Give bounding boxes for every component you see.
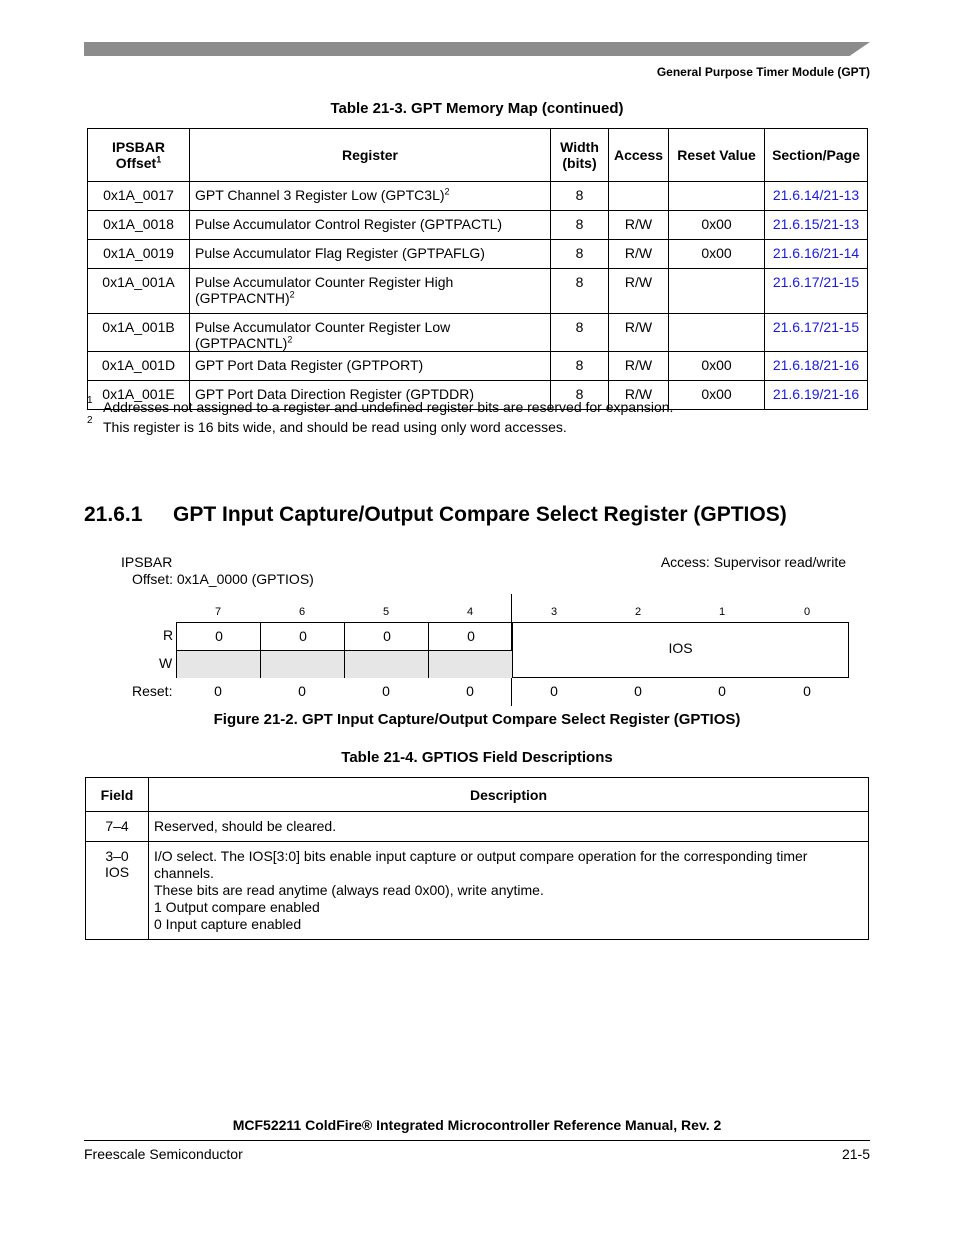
section-cell: [765, 314, 868, 352]
write-cell: [428, 650, 513, 678]
header-bar: [84, 42, 870, 56]
offset-label: Offset: 0x1A_0000 (GPTIOS): [132, 571, 314, 587]
column-header-width: Width (bits): [551, 129, 609, 182]
reset-value: 0: [382, 683, 390, 699]
offset-cell: 0x1A_001E: [88, 381, 190, 410]
width-cell: 8: [551, 182, 609, 211]
register-cell: [190, 240, 551, 269]
bit-number: 7: [214, 606, 222, 618]
width-cell: 8: [551, 240, 609, 269]
section-cell: [765, 352, 868, 381]
field-name: IOS: [104, 864, 130, 880]
table-row: [86, 842, 869, 940]
column-header-register: Register: [190, 129, 551, 182]
offset-cell: 0x1A_0018: [88, 211, 190, 240]
access-cell: [609, 182, 669, 211]
figure-caption: Figure 21-2. GPT Input Capture/Output Compare Select Register (GPTIOS): [213, 711, 741, 728]
section-cell: [765, 240, 868, 269]
description-line: 0 Input capture enabled: [154, 916, 302, 932]
access-cell: R/W: [609, 240, 669, 269]
reset-cell: [669, 314, 765, 352]
bit-number: 0: [803, 606, 811, 618]
access-cell: R/W: [609, 211, 669, 240]
table-caption-fields: Table 21-4. GPTIOS Field Descriptions: [341, 749, 613, 766]
column-header-reset: Reset Value: [669, 129, 765, 182]
ipsbar-label: IPSBAR: [121, 554, 173, 570]
table-row: [88, 269, 868, 314]
section-link[interactable]: 21.6.17/21-15: [772, 319, 860, 335]
reset-cell: 0x00: [669, 240, 765, 269]
register-name: GPT Port Data Register (GPTPORT): [195, 357, 424, 373]
footnote-ref: 2: [289, 289, 295, 300]
offset-cell: 0x1A_001A: [88, 269, 190, 314]
section-link[interactable]: 21.6.19/21-16: [772, 386, 860, 402]
table-row: [88, 240, 868, 269]
bit-number: 1: [718, 606, 726, 618]
offset-cell: 0x1A_0017: [88, 182, 190, 211]
access-cell: R/W: [609, 381, 669, 410]
section-link[interactable]: 21.6.15/21-13: [772, 216, 860, 232]
page-number: 21-5: [841, 1146, 870, 1162]
column-header-field: Field: [86, 778, 149, 812]
description-line: Reserved, should be cleared.: [154, 818, 337, 834]
register-name: Pulse Accumulator Counter Register High: [195, 274, 454, 290]
width-cell: 8: [551, 352, 609, 381]
field-cell: [86, 812, 149, 842]
reset-value: 0: [634, 683, 642, 699]
read-cell: [344, 622, 429, 651]
section-cell: [765, 381, 868, 410]
read-value: 0: [299, 628, 307, 644]
width-cell: 8: [551, 211, 609, 240]
description-line: I/O select. The IOS[3:0] bits enable input capture or output compare operation for the corresponding timer channels.: [154, 848, 808, 881]
reset-value: 0: [298, 683, 306, 699]
offset-cell: 0x1A_001D: [88, 352, 190, 381]
reset-value: 0: [466, 683, 474, 699]
offset-cell: 0x1A_0019: [88, 240, 190, 269]
read-value: 0: [383, 628, 391, 644]
section-heading: [84, 503, 787, 527]
reset-value: 0: [214, 683, 222, 699]
table-row: [88, 211, 868, 240]
reset-cell: 0x00: [669, 381, 765, 410]
column-header-section: Section/Page: [765, 129, 868, 182]
access-cell: R/W: [609, 314, 669, 352]
section-link[interactable]: 21.6.17/21-15: [772, 274, 860, 290]
field-descriptions-table: [85, 777, 869, 940]
field-bits: 7–4: [105, 818, 129, 834]
reset-cell: [669, 269, 765, 314]
r-label: R: [163, 627, 174, 643]
register-cell: [190, 352, 551, 381]
table-header-row: [86, 778, 869, 812]
offset-cell: 0x1A_001B: [88, 314, 190, 352]
bit-number: 4: [466, 606, 474, 618]
footer-company: Freescale Semiconductor: [84, 1146, 243, 1162]
register-cell: [190, 314, 551, 352]
register-cell: [190, 269, 551, 314]
write-cell: [176, 650, 261, 678]
register-name: GPT Channel 3 Register Low (GPTC3L): [195, 187, 445, 203]
column-header-access: Access: [609, 129, 669, 182]
access-cell: R/W: [609, 269, 669, 314]
memory-map-table: [87, 128, 868, 410]
reset-value: 0: [718, 683, 726, 699]
bit-number: 2: [634, 606, 642, 618]
footer-rule: [84, 1140, 870, 1141]
register-name: Pulse Accumulator Counter Register Low (GPTPACNTL): [195, 319, 451, 351]
description-cell: [149, 812, 869, 842]
read-value: 0: [215, 628, 223, 644]
register-cell: [190, 211, 551, 240]
running-header: General Purpose Timer Module (GPT): [656, 65, 870, 79]
section-link[interactable]: 21.6.16/21-14: [772, 245, 860, 261]
read-cell: [176, 622, 261, 651]
reset-label: Reset:: [132, 683, 173, 699]
reset-value: 0: [803, 683, 811, 699]
section-link[interactable]: 21.6.18/21-16: [772, 357, 860, 373]
read-cell: [428, 622, 513, 651]
footnote-ref: 2: [287, 334, 293, 345]
access-label: Access: Supervisor read/write: [660, 554, 846, 570]
register-name: GPT Port Data Direction Register (GPTDDR): [195, 386, 475, 402]
section-title: GPT Input Capture/Output Compare Select Register (GPTIOS): [173, 503, 787, 526]
bit-number: 5: [382, 606, 390, 618]
footnote-ref: 2: [444, 186, 450, 197]
reset-cell: 0x00: [669, 352, 765, 381]
field-cell: [86, 842, 149, 940]
bit-number: 3: [550, 606, 558, 618]
section-link[interactable]: 21.6.14/21-13: [772, 187, 860, 203]
footer-title: MCF52211 ColdFire® Integrated Microcontroller Reference Manual, Rev. 2: [232, 1117, 722, 1133]
table-row: [88, 352, 868, 381]
w-label: W: [159, 655, 173, 671]
register-name-cont: (GPTPACNTH): [195, 290, 290, 306]
column-header-offset: IPSBAR Offset$^1$: [88, 129, 190, 182]
section-cell: [765, 269, 868, 314]
access-cell: R/W: [609, 352, 669, 381]
read-cell: [260, 622, 345, 651]
field-bits: 3–0: [105, 848, 129, 864]
description-line: 1 Output compare enabled: [154, 899, 320, 915]
reset-value: 0: [550, 683, 558, 699]
description-cell: [149, 842, 869, 940]
table-caption: Table 21-3. GPT Memory Map (continued): [330, 100, 624, 117]
reset-cell: 0x00: [669, 211, 765, 240]
table-row: [86, 812, 869, 842]
write-cell: [344, 650, 429, 678]
section-cell: [765, 211, 868, 240]
width-cell: 8: [551, 269, 609, 314]
reset-cell: [669, 182, 765, 211]
width-cell: 8: [551, 314, 609, 352]
table-row: [88, 182, 868, 211]
column-header-description: Description: [149, 778, 869, 812]
register-name: Pulse Accumulator Flag Register (GPTPAFLG): [195, 245, 485, 261]
table-header-row: [88, 129, 868, 182]
ios-field: IOS: [668, 640, 693, 656]
read-value: 0: [467, 628, 475, 644]
write-cell: [260, 650, 345, 678]
field-divider: [512, 622, 513, 678]
table-row: [88, 314, 868, 352]
bit-number: 6: [298, 606, 306, 618]
register-name: Pulse Accumulator Control Register (GPTPACTL): [195, 216, 503, 232]
description-line: These bits are read anytime (always read 0x00), write anytime.: [154, 882, 544, 898]
section-number: 21.6.1: [84, 503, 143, 526]
section-cell: [765, 182, 868, 211]
register-cell: [190, 182, 551, 211]
width-cell: 8: [551, 381, 609, 410]
